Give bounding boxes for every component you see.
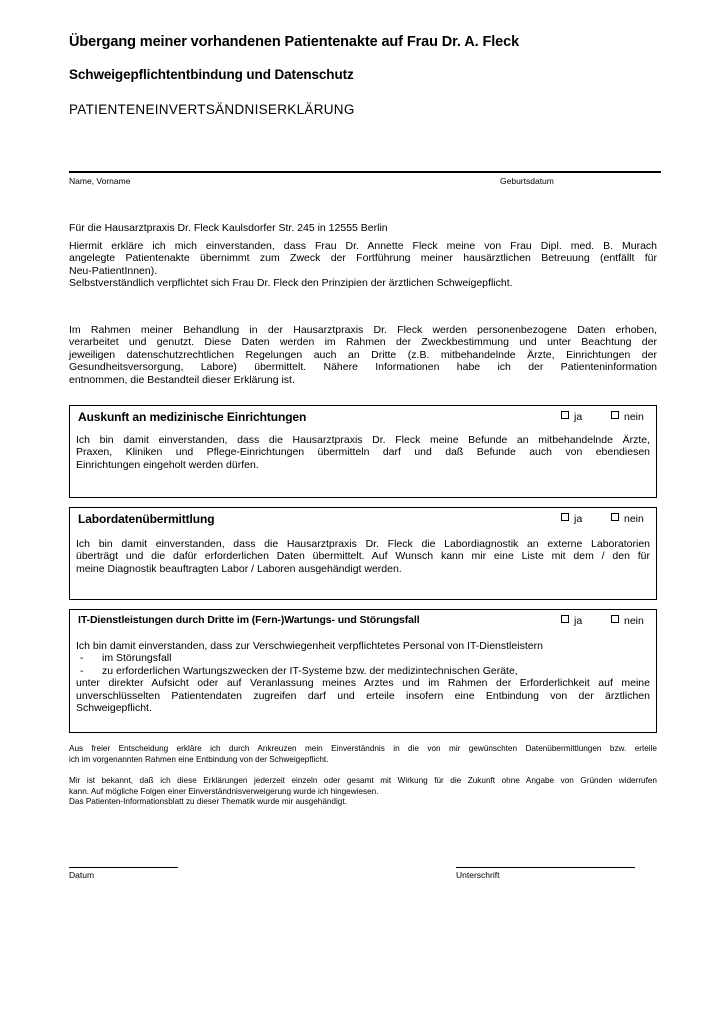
name-field-line[interactable]: [69, 171, 661, 173]
footer-line: Das Patienten-Informationsblatt zu dieser Thematik wurde mir ausgehändigt.: [69, 797, 347, 806]
yes-checkbox[interactable]: [561, 615, 582, 627]
document-title: Übergang meiner vorhandenen Patientenakte auf Frau Dr. A. Fleck: [69, 34, 520, 50]
section-line: Schweigepflicht.: [76, 702, 152, 715]
yes-checkbox[interactable]: [561, 513, 582, 525]
consent-line: Neu-PatientInnen).: [69, 264, 158, 277]
section-line: unter direkter Aufsicht oder auf Veranlassung meines Arztes und im Rahmen der Erforderlichkeit auf meine: [76, 677, 650, 690]
checkbox-square: [561, 411, 569, 419]
section-line: Einrichtungen eingeholt werden dürfen.: [76, 458, 259, 471]
no-checkbox[interactable]: [611, 615, 644, 627]
section-text: [76, 640, 650, 714]
section-text: [76, 538, 650, 575]
name-label: Name, Vorname: [69, 176, 131, 186]
footer-line: kann. Auf mögliche Folgen einer Einverständnisverweigerung wurde ich hingewiesen.: [69, 786, 379, 796]
consent-line: Hiermit erkläre ich mich einverstanden, dass Frau Dr. Annette Fleck meine von Frau Dipl. med. B. Murach: [69, 240, 657, 252]
section-medical-institutions: [69, 405, 657, 498]
checkbox-square: [611, 513, 619, 521]
section-title: IT-Dienstleistungen durch Dritte im (Fern-)Wartungs- und Störungsfall: [78, 614, 420, 626]
revocation-statement: [69, 776, 657, 808]
form-name: PATIENTENEINVERTSÄNDNISERKLÄRUNG: [69, 102, 355, 117]
section-line: Praxen, Kliniken und Pflege-Einrichtungen übermitteln darf und daß Befunde auch von ebendiesen: [76, 446, 650, 459]
document-subtitle: Schweigepflichtentbindung und Datenschutz: [69, 67, 354, 82]
confidentiality-line: Selbstverständlich verpflichtet sich Frau Dr. Fleck den Prinzipien der ärztlichen Schweigepflicht.: [69, 277, 513, 290]
section-line: überträgt und die dafür erforderlichen Daten übermittelt. Auf Wunsch kann mir eine Liste mit dem / den für: [76, 550, 650, 563]
yes-label: ja: [574, 513, 583, 525]
bullet-text: im Störungsfall: [102, 652, 172, 665]
bullet-item: - zu erforderlichen Wartungszwecken der IT-Systeme bzw. der medizintechnischen Geräte,: [80, 664, 518, 677]
section-title: Labordatenübermittlung: [78, 512, 215, 526]
practice-line: Für die Hausarztpraxis Dr. Fleck Kaulsdorfer Str. 245 in 12555 Berlin: [69, 222, 388, 234]
footer-line: ich im vorgenannten Rahmen eine Entbindung von der Schweigepflicht.: [69, 754, 329, 764]
data-line: Im Rahmen meiner Behandlung in der Hausarztpraxis Dr. Fleck werden personenbezogene Daten erhoben,: [69, 324, 657, 336]
data-line: jeweiligen datenschutzrechtlichen Regelungen auch an Dritte (z.B. mitbehandelnde Ärzte, Einrichtungen der: [69, 348, 657, 361]
consent-paragraph: [69, 240, 657, 290]
no-label: nein: [624, 513, 644, 525]
checkbox-square: [561, 615, 569, 623]
footer-line: Aus freier Entscheidung erkläre ich durch Ankreuzen mein Einverständnis in die von mir gewünschten Datenübermittlungen bzw. erteile: [69, 744, 657, 753]
section-it-services: [69, 609, 657, 733]
yes-label: ja: [574, 411, 583, 423]
signature-field-line[interactable]: [456, 867, 635, 868]
section-line: meine Diagnostik beauftragten Labor / Laboren ausgehändigt werden.: [76, 562, 402, 575]
section-line: unverschlüsselten Patientendaten zugreifen darf und erteile insofern eine Entbindung von der ärztlichen: [76, 689, 650, 702]
footer-line: Mir ist bekannt, daß ich diese Erklärungen jederzeit einzeln oder gesamt mit Wirkung für die Zukunft ohne Angabe von Gründen widerrufen: [69, 776, 657, 785]
section-text: [76, 434, 650, 471]
data-processing-paragraph: [69, 324, 657, 386]
no-checkbox[interactable]: [611, 513, 644, 525]
data-line: entnommen, die Bestandteil dieser Erklärung ist.: [69, 373, 295, 386]
no-checkbox[interactable]: [611, 411, 644, 423]
bullet-text: zu erforderlichen Wartungszwecken der IT-Systeme bzw. der medizintechnischen Geräte,: [102, 664, 518, 677]
checkbox-square: [561, 513, 569, 521]
section-lab-data: [69, 507, 657, 600]
yes-checkbox[interactable]: [561, 411, 582, 423]
bullet-item: - im Störungsfall: [80, 652, 172, 665]
date-label: Datum: [69, 870, 95, 880]
section-title: Auskunft an medizinische Einrichtungen: [78, 410, 307, 424]
no-label: nein: [624, 411, 644, 423]
date-field-line[interactable]: [69, 867, 178, 868]
section-line: Ich bin damit einverstanden, dass die Hausarztpraxis Dr. Fleck meine Befunde an mitbehandelnde Ärzte,: [76, 434, 650, 446]
birth-date-label: Geburtsdatum: [500, 176, 554, 186]
section-line: Ich bin damit einverstanden, dass zur Verschwiegenheit verpflichtetes Personal von IT-Dienstleistern: [76, 640, 543, 652]
checkbox-square: [611, 411, 619, 419]
yes-label: ja: [574, 615, 583, 627]
section-line: Ich bin damit einverstanden, dass die Hausarztpraxis Dr. Fleck die Labordiagnostik an externe Laboratorien: [76, 538, 650, 550]
checkbox-square: [611, 615, 619, 623]
no-label: nein: [624, 615, 644, 627]
data-line: verarbeitet und genutzt. Diese Daten werden im Rahmen der Zweckbestimmung und unter Beachtung der: [69, 336, 657, 349]
consent-line: angelegte Patientenakte übernimmt zum Zweck der Fortführung meiner hausärztlichen Betreuung (entfällt für: [69, 252, 657, 265]
data-line: Gesundheitsversorgung, Labore) übermittelt. Nähere Informationen habe ich der Patienteninformation: [69, 361, 657, 374]
signature-label: Unterschrift: [456, 870, 500, 880]
voluntary-statement: [69, 744, 657, 765]
